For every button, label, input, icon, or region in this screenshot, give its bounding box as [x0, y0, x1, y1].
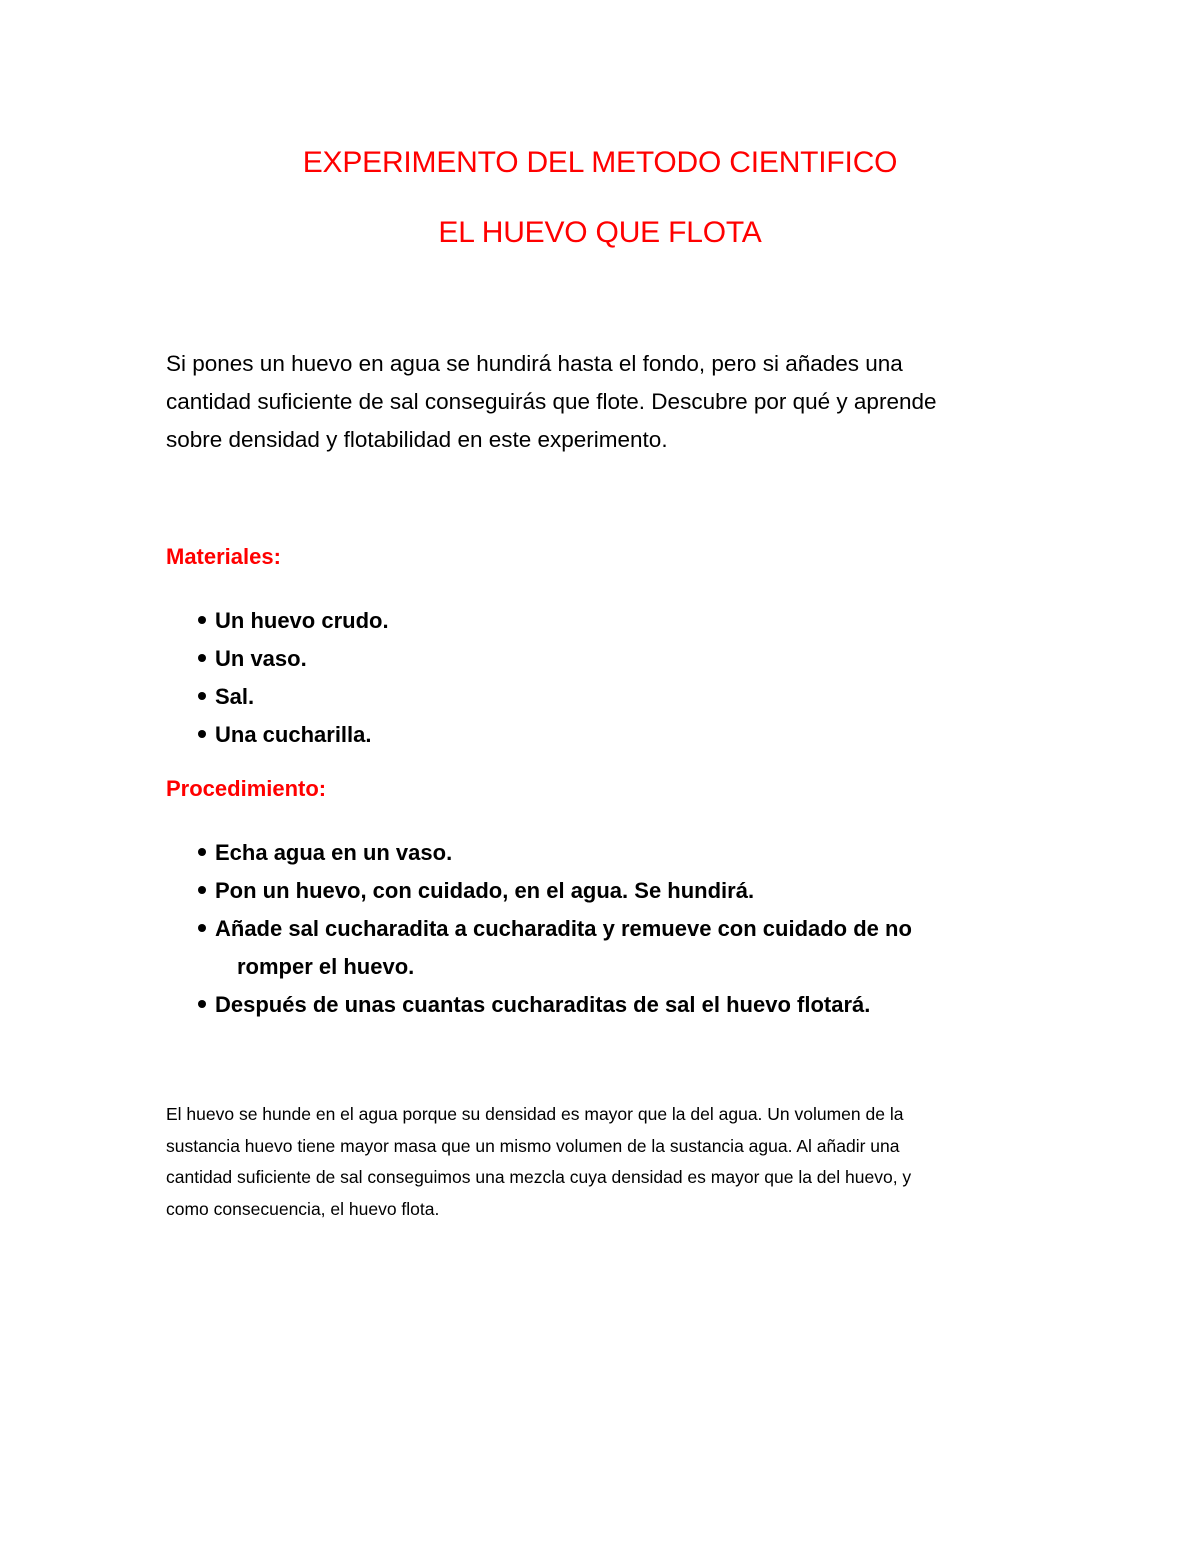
document-title: EXPERIMENTO DEL METODO CIENTIFICO	[302, 146, 898, 179]
list-item-text	[215, 910, 1038, 986]
list-item-line: Después de unas cuantas cucharaditas de sal el huevo flotará.	[215, 992, 871, 1017]
materiales-list	[198, 602, 1038, 754]
list-item	[198, 602, 1038, 640]
document-subtitle: EL HUEVO QUE FLOTA	[438, 216, 762, 249]
bullet-icon	[198, 616, 206, 624]
list-item-line: Añade sal cucharadita a cucharadita y remueve con cuidado de no	[215, 916, 912, 941]
bullet-icon	[198, 924, 206, 932]
list-item-text	[215, 872, 1038, 910]
explanation-line: El huevo se hunde en el agua porque su densidad es mayor que la del agua. Un volumen de la	[166, 1104, 904, 1124]
list-item-line: Echa agua en un vaso.	[215, 840, 453, 865]
intro-line: Si pones un huevo en agua se hundirá hasta el fondo, pero si añades una	[166, 351, 903, 376]
explanation-paragraph	[166, 1099, 1046, 1225]
intro-line: sobre densidad y flotabilidad en este experimento.	[166, 427, 668, 452]
list-item	[198, 716, 1038, 754]
list-item	[198, 678, 1038, 716]
bullet-icon	[198, 730, 206, 738]
list-item-text: Sal.	[215, 684, 255, 709]
list-item-text	[215, 986, 1038, 1024]
list-item-text: Una cucharilla.	[215, 722, 372, 747]
procedimiento-list	[198, 834, 1038, 1024]
list-item	[198, 986, 1038, 1024]
intro-line: cantidad suficiente de sal conseguirás que flote. Descubre por qué y aprende	[166, 389, 937, 414]
intro-paragraph	[166, 345, 1066, 459]
procedimiento-heading: Procedimiento:	[166, 776, 327, 801]
list-item-text	[215, 834, 1038, 872]
bullet-icon	[198, 848, 206, 856]
list-item-text: Un huevo crudo.	[215, 608, 389, 633]
list-item	[198, 834, 1038, 872]
list-item	[198, 640, 1038, 678]
bullet-icon	[198, 654, 206, 662]
bullet-icon	[198, 886, 206, 894]
list-item	[198, 910, 1038, 986]
list-item-line-continuation: romper el huevo.	[237, 954, 415, 979]
bullet-icon	[198, 1000, 206, 1008]
list-item	[198, 872, 1038, 910]
explanation-line: como consecuencia, el huevo flota.	[166, 1198, 440, 1219]
explanation-line: sustancia huevo tiene mayor masa que un mismo volumen de la sustancia agua. Al añadir una	[166, 1135, 900, 1156]
materiales-heading: Materiales:	[166, 544, 281, 569]
list-item-line: Pon un huevo, con cuidado, en el agua. Se hundirá.	[215, 878, 755, 903]
list-item-text: Un vaso.	[215, 646, 307, 671]
bullet-icon	[198, 692, 206, 700]
explanation-line: cantidad suficiente de sal conseguimos una mezcla cuya densidad es mayor que la del huevo, y	[166, 1167, 912, 1187]
